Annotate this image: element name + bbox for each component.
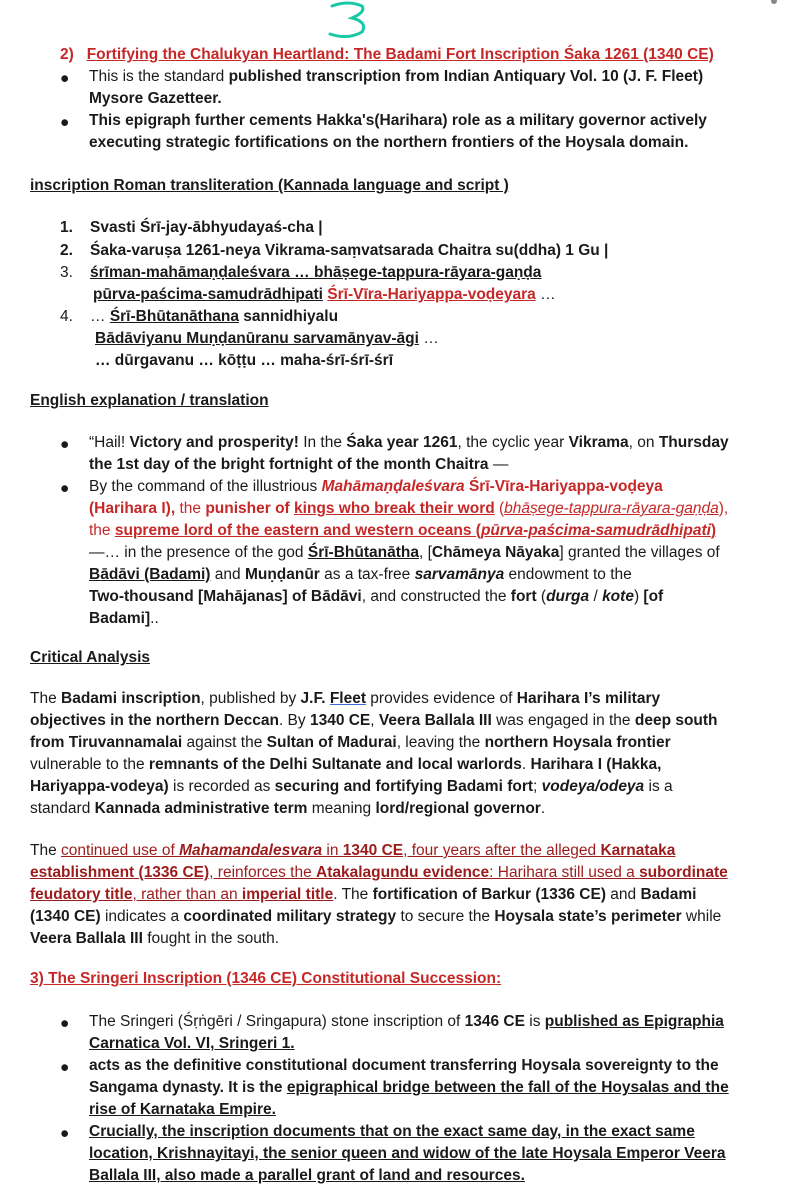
bullet-icon: ● [60,114,70,131]
translit-line-4-cont: Bādāviyanu Muṇḍanūranu sarvamānyav-āgi … [95,330,439,347]
bullet-icon: ● [60,1059,70,1076]
corner-dot [771,0,777,4]
translit-line-3-cont: pūrva-paścima-samudrādhipati Śrī-Vīra-Hariyappa-voḍeyara … [93,286,556,303]
analysis-paragraph-1: The Badami inscription, published by J.F. Fleet provides evidence of Harihara I’s military objectives in the northern Deccan. By 1340 CE, Veera Ballala III was engaged in the deep south from Tiruvannamalai against the Sultan of Madurai, leaving the northern Hoysala frontier vulnerable to the remnants of the Delhi Sultanate and local warlords. Harihara I (Hakka, Hariyappa-vodeya) is recorded as securing and fortifying Badami fort; vodeya/odeya is a standard Kannada administrative term meaning lord/regional governor. [30,690,718,817]
analysis-paragraph-2: The continued use of Mahamandalesvara in 1340 CE, four years after the alleged Karnataka establishment (1336 CE), reinforces the Atakalagundu evidence: Harihara still used a subordinate feudatory title, rather than an imperial title. The fortification of Barkur (1336 CE) and Badami (1340 CE) indicates a coordinated military strategy to secure the Hoysala state’s perimeter while Veera Ballala III fought in the south. [30,842,728,947]
analysis-heading: Critical Analysis [30,649,151,666]
sec2-bullet-1: This is the standard published transcription from Indian Antiquary Vol. 10 (J. F. Fleet) Mysore Gazetteer. [89,68,704,107]
english-bullet-1: “Hail! Victory and prosperity! In the Śaka year 1261, the cyclic year Vikrama, on Thursday the 1st day of the bright fortnight of the month Chaitra — [89,434,729,473]
translit-line-2: 2. Śaka-varuṣa 1261-neya Vikrama-saṃvatsarada Chaitra su(ddha) 1 Gu | [60,242,609,259]
bullet-icon: ● [60,70,70,87]
english-heading: English explanation / translation [30,392,269,409]
handwritten-number-mark [318,0,378,42]
bullet-icon: ● [60,436,70,453]
bullet-icon: ● [60,1125,70,1142]
section-2-title: Fortifying the Chalukyan Heartland: The Badami Fort Inscription Śaka 1261 (1340 CE) [86,46,714,63]
translit-line-4: 4. … Śrī-Bhūtanāthana sannidhiyalu [60,308,339,325]
section-3-title: 3) The Sringeri Inscription (1346 CE) Constitutional Succession: [30,970,502,987]
sec3-bullet-1: The Sringeri (Śṛṅgēri / Sringapura) stone inscription of 1346 CE is published as Epigraphia Carnatica Vol. VI, Sringeri 1. [89,1013,724,1052]
translit-line-4-cont-2: … dūrgavanu … kōṭṭu … maha-śrī-śrī-śrī [95,352,393,369]
bullet-icon: ● [60,480,70,497]
sec2-bullet-2: This epigraph further cements Hakka's(Harihara) role as a military governor actively executing strategic fortifications on the northern frontiers of the Hoysala domain. [89,112,707,151]
sec3-bullet-2: acts as the definitive constitutional document transferring Hoysala sovereignty to the Sangama dynasty. It is the epigraphical bridge between the fall of the Hoysalas and the rise of Karnataka Empire. [89,1057,729,1118]
fleet-link[interactable]: Fleet [329,690,366,707]
translit-line-3: 3. śrīman-mahāmaṇḍaleśvara … bhāṣege-tappura-rāyara-gaṇḍa [60,264,542,281]
section-2-heading: 2) Fortifying the Chalukyan Heartland: The Badami Fort Inscription Śaka 1261 (1340 CE) [60,46,714,63]
sec3-bullet-3: Crucially, the inscription documents that on the exact same day, in the exact same location, Krishnayitayi, the senior queen and widow of the late Hoysala Emperor Veera Ballala III, also made a parallel grant of land and resources. [89,1123,726,1184]
bullet-icon: ● [60,1015,70,1032]
translit-line-1: 1. Svasti Śrī-jay-ābhyudayaś-cha | [60,219,323,236]
translit-heading: inscription Roman transliteration (Kannada language and script ) [30,177,509,194]
english-bullet-2: By the command of the illustrious Mahāmaṇḍaleśvara Śrī-Vīra-Hariyappa-voḍeya (Harihara I), the punisher of kings who break their word (bhāṣege-tappura-rāyara-gaṇḍa), the supreme lord of the eastern and western oceans (pūrva-paścima-samudrādhipati) —… in the presence of the god Śrī-Bhūtanātha, [Chāmeya Nāyaka] granted the villages of Bādāvi (Badami) and Muṇḍanūr as a tax-free sarvamānya endowment to the Two-thousand [Mahājanas] of Bādāvi, and constructed the fort (durga / kote) [of Badami].. [89,478,729,627]
